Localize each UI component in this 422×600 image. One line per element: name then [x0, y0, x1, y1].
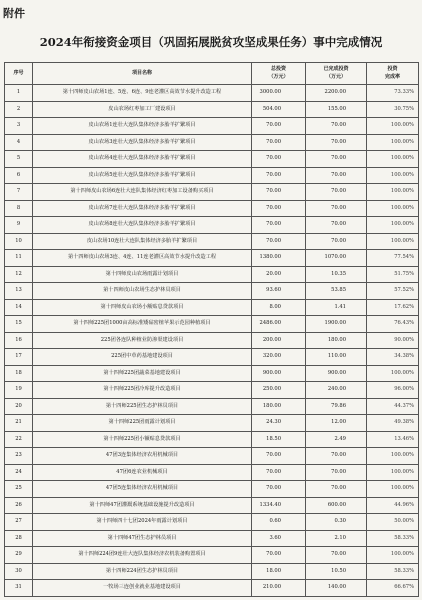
row-project-name: 第十四师皮山农场6连壮大连队集体经济红枣加工设备购买项目: [33, 184, 252, 201]
row-index: 8: [5, 200, 33, 217]
row-total-investment: 3.60: [252, 530, 306, 547]
table-row: [5, 151, 419, 168]
row-completion-rate: 34.38%: [367, 349, 419, 366]
row-total-investment: 1380.00: [252, 250, 306, 267]
table-row: [5, 85, 419, 102]
row-total-investment: 70.00: [252, 547, 306, 564]
table-row: [5, 431, 419, 448]
table-row: [5, 118, 419, 135]
row-completed-investment: 0.30: [306, 514, 367, 531]
table-row: [5, 101, 419, 118]
row-completed-investment: 240.00: [306, 382, 367, 399]
table-row: [5, 497, 419, 514]
row-total-investment: 70.00: [252, 167, 306, 184]
row-project-name: 第十四师皮山农场1连、5连、6连、9连老灌区高效节水提升改造工程: [33, 85, 252, 102]
row-project-name: 47团5连集体经济农用机械项目: [33, 481, 252, 498]
row-index: 15: [5, 316, 33, 333]
row-index: 1: [5, 85, 33, 102]
row-total-investment: 70.00: [252, 464, 306, 481]
row-project-name: 第十四师47团生态护林员项目: [33, 530, 252, 547]
row-completed-investment: 2.49: [306, 431, 367, 448]
table-row: [5, 580, 419, 597]
row-index: 5: [5, 151, 33, 168]
row-project-name: 皮山农场3连壮大连队集体经济多胎羊扩繁项目: [33, 134, 252, 151]
row-completed-investment: 79.86: [306, 398, 367, 415]
row-completion-rate: 100.00%: [367, 547, 419, 564]
row-index: 2: [5, 101, 33, 118]
row-completion-rate: 100.00%: [367, 118, 419, 135]
row-completion-rate: 77.54%: [367, 250, 419, 267]
row-total-investment: 250.00: [252, 382, 306, 399]
row-completion-rate: 51.75%: [367, 266, 419, 283]
row-completion-rate: 73.33%: [367, 85, 419, 102]
row-index: 19: [5, 382, 33, 399]
row-completed-investment: 10.50: [306, 563, 367, 580]
row-index: 30: [5, 563, 33, 580]
row-completion-rate: 100.00%: [367, 464, 419, 481]
table-row: [5, 349, 419, 366]
row-index: 12: [5, 266, 33, 283]
row-index: 29: [5, 547, 33, 564]
table-row: [5, 316, 419, 333]
table-row: [5, 365, 419, 382]
row-completion-rate: 50.00%: [367, 514, 419, 531]
row-completion-rate: 90.00%: [367, 332, 419, 349]
row-completion-rate: 100.00%: [367, 448, 419, 465]
row-completion-rate: 49.38%: [367, 415, 419, 432]
row-completion-rate: 30.75%: [367, 101, 419, 118]
row-total-investment: 320.00: [252, 349, 306, 366]
row-project-name: 第十四师皮山农场3连、4连、11连老灌区高效节水提升改造工程: [33, 250, 252, 267]
row-total-investment: 3000.00: [252, 85, 306, 102]
row-project-name: 第十四师225团小额贴息贷款项目: [33, 431, 252, 448]
row-completion-rate: 66.67%: [367, 580, 419, 597]
row-index: 7: [5, 184, 33, 201]
row-completed-investment: 70.00: [306, 547, 367, 564]
row-total-investment: 8.00: [252, 299, 306, 316]
row-completion-rate: 58.33%: [367, 530, 419, 547]
table-row: [5, 563, 419, 580]
row-completed-investment: 1900.00: [306, 316, 367, 333]
row-index: 13: [5, 283, 33, 300]
table-row: [5, 464, 419, 481]
row-total-investment: 210.00: [252, 580, 306, 597]
row-total-investment: 93.60: [252, 283, 306, 300]
table-row: [5, 233, 419, 250]
row-project-name: 皮山农场1连壮大连队集体经济多胎羊扩繁项目: [33, 118, 252, 135]
row-index: 20: [5, 398, 33, 415]
table-header: [5, 63, 419, 85]
row-completed-investment: 70.00: [306, 481, 367, 498]
row-project-name: 皮山农场10连壮大连队集体经济多胎羊扩繁项目: [33, 233, 252, 250]
table-row: [5, 134, 419, 151]
row-completed-investment: 70.00: [306, 184, 367, 201]
row-completed-investment: 12.00: [306, 415, 367, 432]
table-row: [5, 448, 419, 465]
row-completed-investment: 600.00: [306, 497, 367, 514]
row-completion-rate: 58.33%: [367, 563, 419, 580]
row-total-investment: 24.30: [252, 415, 306, 432]
row-completion-rate: 100.00%: [367, 167, 419, 184]
table-row: [5, 283, 419, 300]
header-rate: 投资 完成率: [367, 63, 419, 85]
row-completion-rate: 17.62%: [367, 299, 419, 316]
table-row: [5, 266, 419, 283]
row-completed-investment: 1070.00: [306, 250, 367, 267]
header-index: 序号: [5, 63, 33, 85]
row-completion-rate: 57.52%: [367, 283, 419, 300]
table-row: [5, 167, 419, 184]
row-completed-investment: 53.85: [306, 283, 367, 300]
row-completion-rate: 100.00%: [367, 233, 419, 250]
row-completed-investment: 155.00: [306, 101, 367, 118]
row-completion-rate: 100.00%: [367, 200, 419, 217]
row-index: 11: [5, 250, 33, 267]
row-index: 24: [5, 464, 33, 481]
row-total-investment: 70.00: [252, 200, 306, 217]
row-total-investment: 70.00: [252, 217, 306, 234]
row-total-investment: 1334.40: [252, 497, 306, 514]
header-name: 项目名称: [33, 63, 252, 85]
row-completion-rate: 100.00%: [367, 151, 419, 168]
row-project-name: 第十四师皮山农场雨露计划项目: [33, 266, 252, 283]
table-row: [5, 200, 419, 217]
row-index: 25: [5, 481, 33, 498]
row-completed-investment: 70.00: [306, 200, 367, 217]
row-completed-investment: 1.41: [306, 299, 367, 316]
row-total-investment: 900.00: [252, 365, 306, 382]
header-row: [5, 63, 419, 85]
row-index: 17: [5, 349, 33, 366]
row-total-investment: 2486.00: [252, 316, 306, 333]
row-project-name: 47团3连集体经济农用机械项目: [33, 448, 252, 465]
row-completion-rate: 76.43%: [367, 316, 419, 333]
row-index: 6: [5, 167, 33, 184]
table-row: [5, 299, 419, 316]
row-index: 27: [5, 514, 33, 531]
row-index: 26: [5, 497, 33, 514]
row-index: 31: [5, 580, 33, 597]
row-completion-rate: 44.37%: [367, 398, 419, 415]
row-project-name: 第十四师224团9连壮大连队集体经济农机装备购置项目: [33, 547, 252, 564]
row-completion-rate: 100.00%: [367, 134, 419, 151]
row-completion-rate: 100.00%: [367, 184, 419, 201]
row-project-name: 一牧场三连创业就业基地建设项目: [33, 580, 252, 597]
table-row: [5, 514, 419, 531]
row-index: 22: [5, 431, 33, 448]
row-project-name: 第十四师224团生态护林员项目: [33, 563, 252, 580]
row-total-investment: 18.00: [252, 563, 306, 580]
row-total-investment: 70.00: [252, 118, 306, 135]
document-title: 2024年衔接资金项目（巩固拓展脱贫攻坚成果任务）事中完成情况: [39, 35, 383, 49]
table-row: [5, 250, 419, 267]
attachment-label: 附件: [3, 7, 25, 20]
row-completed-investment: 70.00: [306, 448, 367, 465]
row-completed-investment: 2200.00: [306, 85, 367, 102]
header-done: 已完成投资 （万元）: [306, 63, 367, 85]
project-table: [4, 62, 419, 597]
row-total-investment: 70.00: [252, 233, 306, 250]
header-total: 总投资 （万元）: [252, 63, 306, 85]
row-project-name: 皮山农场4连壮大连队集体经济多胎羊扩繁项目: [33, 151, 252, 168]
row-completed-investment: 900.00: [306, 365, 367, 382]
row-project-name: 皮山农场5连壮大连队集体经济多胎羊扩繁项目: [33, 167, 252, 184]
row-index: 16: [5, 332, 33, 349]
row-index: 21: [5, 415, 33, 432]
row-index: 9: [5, 217, 33, 234]
row-completed-investment: 70.00: [306, 134, 367, 151]
row-index: 28: [5, 530, 33, 547]
table-row: [5, 547, 419, 564]
row-index: 4: [5, 134, 33, 151]
row-total-investment: 70.00: [252, 134, 306, 151]
row-project-name: 225团中草药基地建设项目: [33, 349, 252, 366]
row-index: 23: [5, 448, 33, 465]
row-completed-investment: 70.00: [306, 151, 367, 168]
row-project-name: 皮山农场7连壮大连队集体经济多胎羊扩繁项目: [33, 200, 252, 217]
row-completion-rate: 44.96%: [367, 497, 419, 514]
row-project-name: 225团各连队种植业防渗渠建设项目: [33, 332, 252, 349]
row-total-investment: 180.00: [252, 398, 306, 415]
table-row: [5, 415, 419, 432]
row-project-name: 第十四师225团生态护林员项目: [33, 398, 252, 415]
table-row: [5, 398, 419, 415]
row-project-name: 第十四师225团冷库提升改造项目: [33, 382, 252, 399]
row-total-investment: 200.00: [252, 332, 306, 349]
row-completion-rate: 100.00%: [367, 365, 419, 382]
table-row: [5, 184, 419, 201]
row-index: 10: [5, 233, 33, 250]
table-row: [5, 530, 419, 547]
row-project-name: 第十四师47团灌溉系统基础设施提升改造项目: [33, 497, 252, 514]
row-completed-investment: 180.00: [306, 332, 367, 349]
row-completed-investment: 140.00: [306, 580, 367, 597]
row-project-name: 47团6连农业机械项目: [33, 464, 252, 481]
row-total-investment: 70.00: [252, 481, 306, 498]
row-completed-investment: 110.00: [306, 349, 367, 366]
row-completed-investment: 70.00: [306, 217, 367, 234]
row-project-name: 皮山农场8连壮大连队集体经济多胎羊扩繁项目: [33, 217, 252, 234]
table-body: [5, 85, 419, 597]
row-completion-rate: 13.46%: [367, 431, 419, 448]
row-completion-rate: 100.00%: [367, 217, 419, 234]
row-project-name: 第十四师225团1000亩高标准矮砧密植苹果示范园种植项目: [33, 316, 252, 333]
row-total-investment: 504.00: [252, 101, 306, 118]
row-project-name: 第十四师皮山农场小额贴息贷款项目: [33, 299, 252, 316]
row-completed-investment: 70.00: [306, 464, 367, 481]
row-project-name: 第十四师225团蔬菜基地建设项目: [33, 365, 252, 382]
row-total-investment: 18.50: [252, 431, 306, 448]
row-completion-rate: 100.00%: [367, 481, 419, 498]
row-index: 14: [5, 299, 33, 316]
row-total-investment: 70.00: [252, 151, 306, 168]
row-index: 3: [5, 118, 33, 135]
row-completed-investment: 10.35: [306, 266, 367, 283]
row-index: 18: [5, 365, 33, 382]
row-total-investment: 70.00: [252, 448, 306, 465]
row-completion-rate: 96.00%: [367, 382, 419, 399]
table-row: [5, 332, 419, 349]
row-project-name: 第十四师225团雨露计划项目: [33, 415, 252, 432]
row-total-investment: 20.00: [252, 266, 306, 283]
row-completed-investment: 2.10: [306, 530, 367, 547]
row-total-investment: 70.00: [252, 184, 306, 201]
table-row: [5, 481, 419, 498]
row-completed-investment: 70.00: [306, 167, 367, 184]
table-row: [5, 382, 419, 399]
row-completed-investment: 70.00: [306, 118, 367, 135]
row-project-name: 第十四师四十七团2024年雨露计划项目: [33, 514, 252, 531]
row-project-name: 皮山农场红枣加工厂建设项目: [33, 101, 252, 118]
row-total-investment: 0.60: [252, 514, 306, 531]
row-project-name: 第十四师皮山农场生态护林员项目: [33, 283, 252, 300]
table-row: [5, 217, 419, 234]
row-completed-investment: 70.00: [306, 233, 367, 250]
